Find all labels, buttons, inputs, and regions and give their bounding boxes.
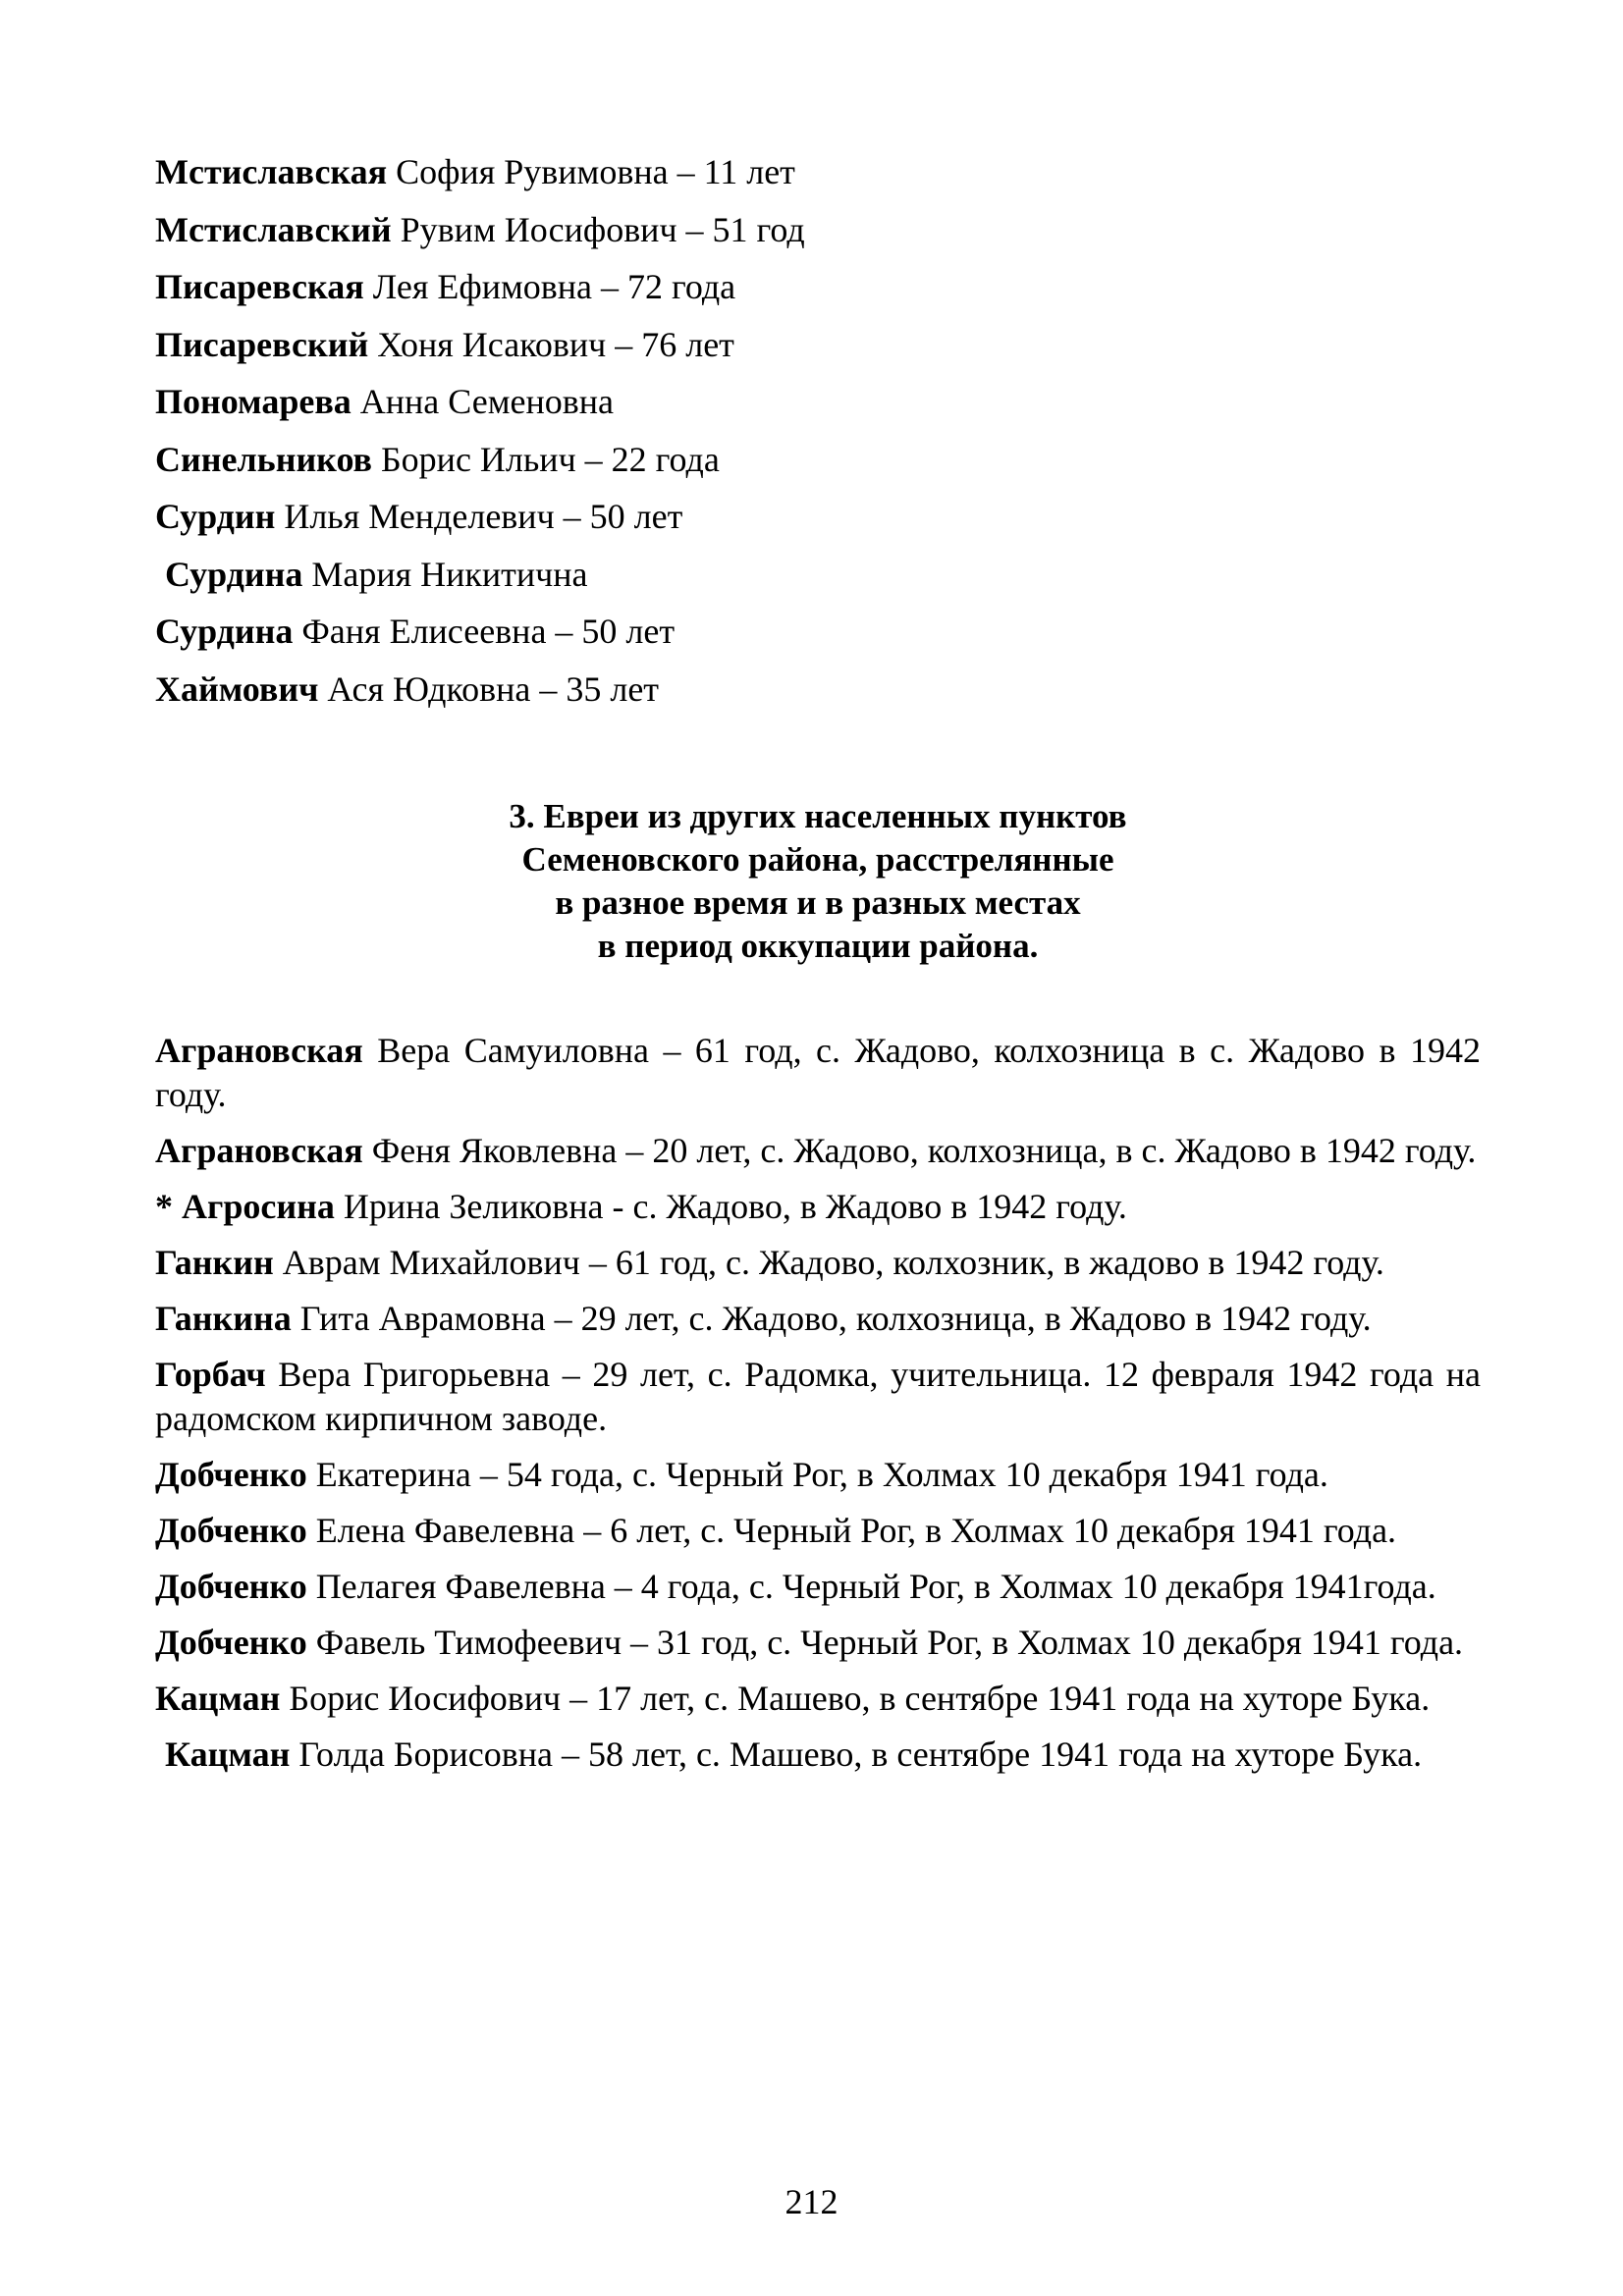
surname: Мстиславский	[155, 209, 392, 249]
list-item	[155, 1453, 1481, 1497]
person-details: Илья Менделевич – 50 лет	[284, 497, 683, 536]
person-details: Голда Борисовна – 58 лет, с. Машево, в сентябре 1941 года на хуторе Бука.	[298, 1735, 1423, 1774]
victims-list-continued	[155, 151, 1481, 725]
list-item	[155, 1241, 1481, 1285]
heading-line: в период оккупации района.	[597, 927, 1039, 965]
person-details: Фаня Елисеевна – 50 лет	[301, 612, 676, 651]
list-item	[155, 496, 1481, 537]
list-item	[155, 611, 1481, 652]
list-item	[155, 1353, 1481, 1441]
person-details: Екатерина – 54 года, с. Черный Рог, в Холмах 10 декабря 1941 года.	[315, 1455, 1328, 1494]
person-details: Анна Семеновна	[359, 382, 614, 421]
list-item	[155, 1677, 1481, 1721]
surname: Добченко	[155, 1623, 307, 1662]
page-number: 212	[784, 2182, 839, 2221]
surname: Кацман	[155, 1679, 281, 1718]
person-details: Вера Григорьевна – 29 лет, с. Радомка, учительница. 12 февраля 1942 года на радомском кирпичном заводе.	[155, 1355, 1481, 1438]
surname: Аграновская	[155, 1131, 363, 1170]
surname: Мстиславская	[155, 152, 388, 191]
person-details: София Рувимовна – 11 лет	[396, 152, 795, 191]
surname: Писаревская	[155, 267, 364, 306]
list-item	[155, 554, 1481, 595]
list-item	[155, 1129, 1481, 1173]
surname: Кацман	[165, 1735, 291, 1774]
list-item	[155, 151, 1481, 192]
list-item	[155, 1509, 1481, 1553]
surname: Горбач	[155, 1355, 266, 1394]
surname: Добченко	[155, 1567, 307, 1606]
surname: Аграновская	[155, 1031, 363, 1070]
person-details: Фавель Тимофеевич – 31 год, с. Черный Рог, в Холмах 10 декабря 1941 года.	[315, 1623, 1464, 1662]
list-item	[155, 1565, 1481, 1609]
list-item	[155, 1297, 1481, 1341]
person-details: Ирина Зеликовна - с. Жадово, в Жадово в 1942 году.	[343, 1187, 1127, 1226]
list-item	[155, 1621, 1481, 1665]
list-item	[155, 209, 1481, 250]
surname: Добченко	[155, 1455, 307, 1494]
person-details: Елена Фавелевна – 6 лет, с. Черный Рог, в Холмах 10 декабря 1941 года.	[315, 1511, 1397, 1550]
surname: Сурдина	[155, 612, 294, 651]
person-details: Борис Иосифович – 17 лет, с. Машево, в сентябре 1941 года на хуторе Бука.	[289, 1679, 1431, 1718]
victims-list-other-settlements	[155, 1029, 1481, 1789]
person-details: Вера Самуиловна – 61 год, с. Жадово, колхозница в с. Жадово в 1942 году.	[155, 1031, 1482, 1114]
list-item	[155, 1029, 1481, 1117]
surname: Сурдина	[165, 554, 303, 594]
surname: Ганкин	[155, 1243, 274, 1282]
person-details: Хоня Исакович – 76 лет	[377, 324, 734, 364]
list-item	[155, 381, 1481, 422]
person-details: Рувим Иосифович – 51 год	[400, 209, 805, 249]
surname: Пономарева	[155, 382, 352, 421]
entry-prefix: *	[155, 1187, 182, 1226]
surname: Сурдин	[155, 497, 276, 536]
heading-line: в разное время и в разных местах	[555, 883, 1081, 922]
person-details: Пелагея Фавелевна – 4 года, с. Черный Рог, в Холмах 10 декабря 1941года.	[315, 1567, 1436, 1606]
person-details: Мария Никитична	[311, 554, 588, 594]
surname: Ганкина	[155, 1299, 292, 1338]
list-item	[155, 324, 1481, 365]
list-item	[155, 439, 1481, 480]
list-item	[155, 1185, 1481, 1229]
surname: Синельников	[155, 439, 372, 479]
person-details: Аврам Михайлович – 61 год, с. Жадово, колхозник, в жадово в 1942 году.	[282, 1243, 1384, 1282]
list-item	[155, 1733, 1481, 1777]
person-details: Ася Юдковна – 35 лет	[327, 668, 660, 709]
surname: Хаймович	[155, 668, 319, 709]
person-details: Гита Аврамовна – 29 лет, с. Жадово, колхозница, в Жадово в 1942 году.	[299, 1299, 1372, 1338]
section-heading	[155, 795, 1481, 968]
person-details: Борис Ильич – 22 года	[381, 439, 720, 479]
list-item	[155, 266, 1481, 307]
surname: Агросина	[182, 1187, 335, 1226]
surname: Писаревский	[155, 324, 369, 364]
surname: Добченко	[155, 1511, 307, 1550]
heading-line: 3. Евреи из других населенных пунктов	[509, 797, 1127, 835]
heading-line: Семеновского района, расстрелянные	[521, 840, 1114, 879]
list-item	[155, 668, 1481, 710]
person-details: Лея Ефимовна – 72 года	[372, 267, 736, 306]
person-details: Феня Яковлевна – 20 лет, с. Жадово, колхозница, в с. Жадово в 1942 году.	[371, 1131, 1477, 1170]
